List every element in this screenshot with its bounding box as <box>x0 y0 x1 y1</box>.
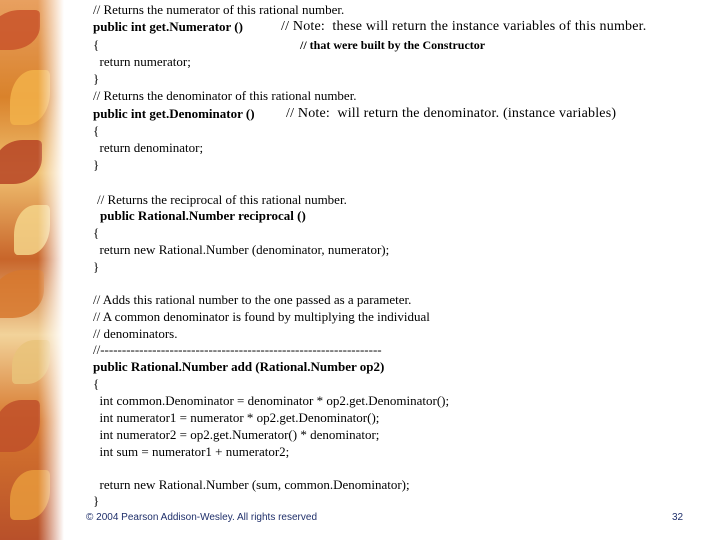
copyright-footer: © 2004 Pearson Addison-Wesley. All rights reserved <box>86 512 318 523</box>
return-numerator: return numerator; <box>93 54 191 69</box>
note-denominator: // Note: will return the denominator. (instance variables) <box>286 106 617 121</box>
numerator2-statement: int numerator2 = op2.get.Numerator() * denominator; <box>93 427 380 442</box>
comment-add-2: // A common denominator is found by multiplying the individual <box>93 309 430 324</box>
note-constructor: // that were built by the Constructor <box>300 38 486 52</box>
open-brace: { <box>93 123 100 138</box>
return-sum: return new Rational.Number (sum, common.Denominator); <box>93 477 410 492</box>
page-number: 32 <box>672 512 684 523</box>
comment-denominator: // Returns the denominator of this rational number. <box>93 88 357 103</box>
open-brace: { <box>93 225 100 240</box>
close-brace: } <box>93 157 100 172</box>
comment-add-3: // denominators. <box>93 326 178 341</box>
autumn-leaves-decoration <box>0 0 64 540</box>
get-numerator-signature: public int get.Numerator () <box>93 19 243 34</box>
close-brace: } <box>93 71 100 86</box>
comment-separator: //----------------------------------------------------------------- <box>93 342 382 357</box>
get-denominator-signature: public int get.Denominator () <box>93 106 255 121</box>
comment-reciprocal: // Returns the reciprocal of this rational number. <box>97 192 347 207</box>
common-denominator-statement: int common.Denominator = denominator * op2.get.Denominator(); <box>93 393 450 408</box>
numerator1-statement: int numerator1 = numerator * op2.get.Denominator(); <box>93 410 380 425</box>
open-brace: { <box>93 376 100 391</box>
close-brace: } <box>93 259 100 274</box>
open-brace: { <box>93 37 100 52</box>
reciprocal-signature: public Rational.Number reciprocal () <box>100 208 306 223</box>
sum-statement: int sum = numerator1 + numerator2; <box>93 444 290 459</box>
return-reciprocal: return new Rational.Number (denominator, numerator); <box>93 242 390 257</box>
close-brace: } <box>93 493 100 508</box>
return-denominator: return denominator; <box>93 140 204 155</box>
add-signature: public Rational.Number add (Rational.Number op2) <box>93 359 385 374</box>
note-instance-variables: // Note: these will return the instance variables of this number. <box>281 19 647 34</box>
comment-numerator: // Returns the numerator of this rational number. <box>93 2 345 17</box>
comment-add-1: // Adds this rational number to the one passed as a parameter. <box>93 292 412 307</box>
